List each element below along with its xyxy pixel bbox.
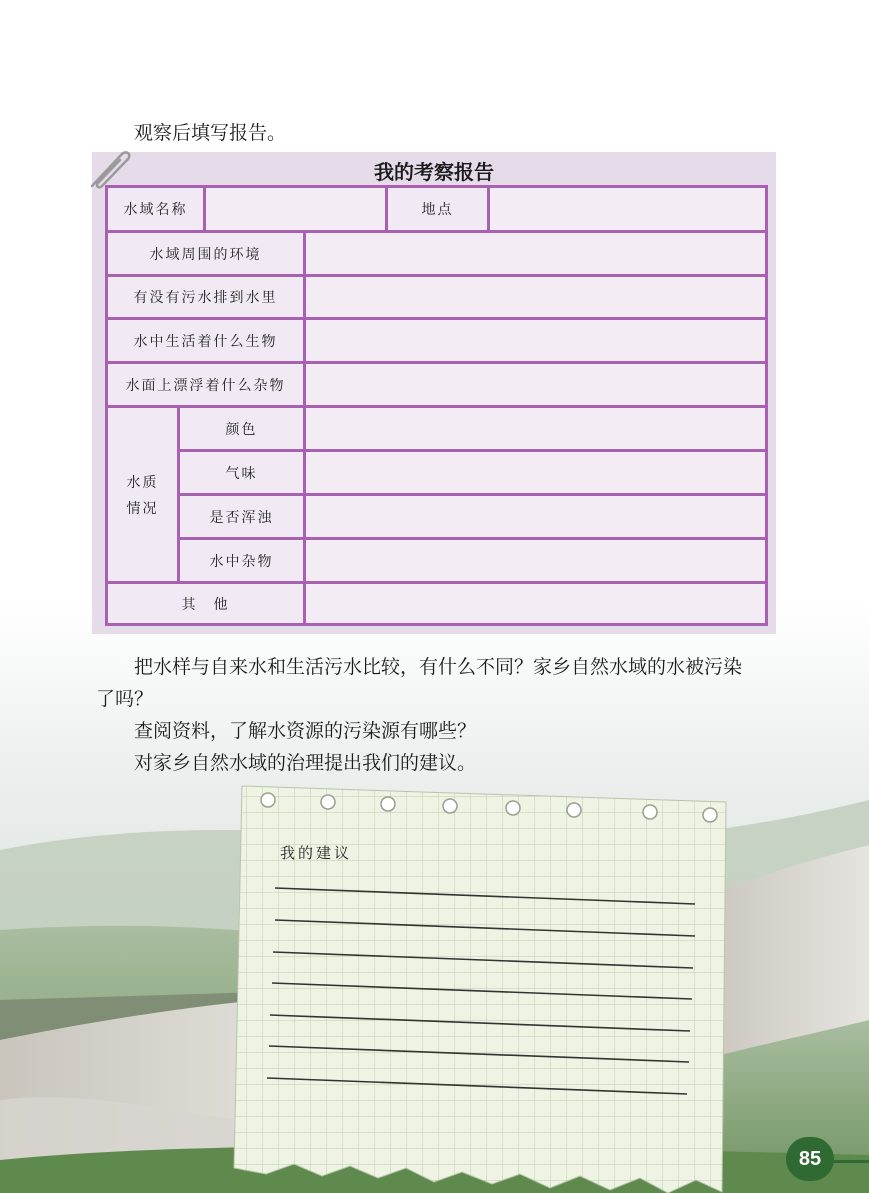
organisms-label: 水中生活着什么生物 [107, 319, 305, 363]
water-quality-label [107, 407, 179, 583]
page-number-rule [830, 1160, 869, 1163]
page-number: 85 [786, 1137, 834, 1181]
turbidity-field[interactable] [305, 495, 767, 539]
smell-label: 气味 [179, 451, 305, 495]
other-label: 其 他 [107, 583, 305, 625]
color-field[interactable] [305, 407, 767, 451]
impurities-label: 水中杂物 [179, 539, 305, 583]
water-quality-label-line2: 情况 [126, 500, 159, 517]
report-title: 我的考察报告 [374, 160, 494, 184]
location-label: 地点 [387, 187, 489, 232]
research-paragraph: 查阅资料，了解水资源的污染源有哪些？ [134, 720, 477, 742]
location-field[interactable] [489, 187, 767, 232]
compare-paragraph-line2: 了吗？ [96, 688, 154, 710]
organisms-field[interactable] [305, 319, 767, 363]
water-name-label: 水域名称 [107, 187, 205, 232]
smell-field[interactable] [305, 451, 767, 495]
turbidity-label: 是否浑浊 [179, 495, 305, 539]
water-quality-label-line1: 水质 [126, 474, 159, 491]
impurities-field[interactable] [305, 539, 767, 583]
observation-report-table [105, 185, 768, 626]
compare-paragraph-line1: 把水样与自来水和生活污水比较，有什么不同？家乡自然水域的水被污染 [134, 656, 743, 678]
surroundings-label: 水域周围的环境 [107, 232, 305, 276]
other-field[interactable] [305, 583, 767, 625]
debris-field[interactable] [305, 363, 767, 407]
suggestion-label: 我的建议 [280, 844, 353, 862]
water-name-field[interactable] [205, 187, 387, 232]
sewage-field[interactable] [305, 276, 767, 319]
suggest-paragraph: 对家乡自然水域的治理提出我们的建议。 [134, 752, 477, 774]
surroundings-field[interactable] [305, 232, 767, 276]
intro-text: 观察后填写报告。 [134, 122, 287, 144]
debris-label: 水面上漂浮着什么杂物 [107, 363, 305, 407]
color-label: 颜色 [179, 407, 305, 451]
sewage-label: 有没有污水排到水里 [107, 276, 305, 319]
